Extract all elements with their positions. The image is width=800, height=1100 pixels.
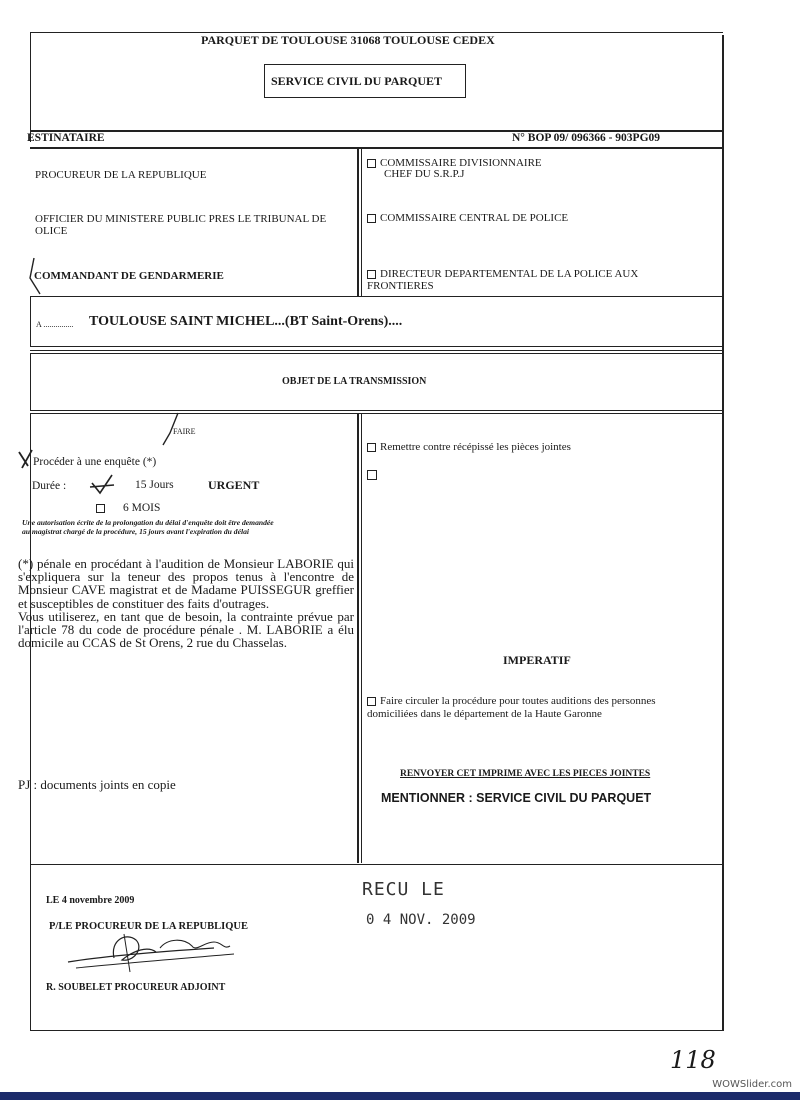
received-stamp-title: RECU LE [362, 879, 445, 900]
received-stamp-date: 0 4 NOV. 2009 [366, 912, 476, 928]
destinataire-header-line [30, 147, 723, 149]
faire-label: FAIRE [173, 427, 196, 436]
dest-chef-srpj: CHEF DU S.R.P.J [384, 168, 465, 180]
delai-note-line2: au magistrat chargé de la procédure, 15 jours avant l'expiration du délai [22, 527, 249, 536]
duree-15-jours: 15 Jours [135, 479, 174, 491]
delai-note-line1: Une autorisation écrite de la prolongation du délai d'enquête doit être demandée [22, 518, 274, 527]
service-box [264, 64, 466, 98]
bottom-bar [0, 1092, 800, 1100]
duree-6-mois: 6 MOIS [96, 502, 160, 514]
page-number: 118 [670, 1046, 716, 1074]
footer-pour-procureur: P/LE PROCUREUR DE LA REPUBLIQUE [49, 921, 248, 932]
dest-commissaire-div: COMMISSAIRE DIVISIONNAIRE [367, 157, 542, 169]
check-mark-icon [88, 473, 116, 495]
destinataire-divider-2 [361, 147, 362, 297]
address-prefix: A ............... [36, 320, 74, 329]
objet-double-line [30, 350, 723, 351]
main-panel-divider-2 [361, 413, 362, 863]
faire-circuler-line1: Faire circuler la procédure pour toutes auditions des personnes [367, 695, 656, 707]
remettre-recepisse: Remettre contre récépissé les pièces jointes [367, 441, 571, 453]
checkbox-icon [367, 270, 376, 279]
address-text: TOULOUSE SAINT MICHEL...(BT Saint-Orens).... [89, 314, 403, 329]
check-mark-icon [26, 256, 42, 296]
service-title: SERVICE CIVIL DU PARQUET [271, 74, 443, 88]
imperatif-label: IMPERATIF [503, 653, 571, 667]
enquete-paragraph-2: Vous utiliserez, en tant que de besoin, la contrainte prévue par l'article 78 du code de procédure pénale . M. LABORIE a élu domicile au CCAS de St Orens, 2 rue du Chasselas. [18, 608, 354, 651]
urgent-label: URGENT [208, 478, 260, 492]
footer-signer: R. SOUBELET PROCUREUR ADJOINT [46, 982, 226, 993]
checkbox-icon [367, 159, 376, 168]
renvoyer-imprime: RENVOYER CET IMPRIME AVEC LES PIECES JOINTES [400, 769, 651, 779]
dest-procureur: PROCUREUR DE LA REPUBLIQUE [35, 169, 207, 181]
destinataire-label: ESTINATAIRE [27, 132, 105, 144]
checkbox-icon [367, 214, 376, 223]
signature-icon [64, 928, 244, 976]
pieces-jointes-note: PJ : documents joints en copie [18, 777, 176, 792]
dest-officier-line2: OLICE [35, 225, 68, 237]
dest-directeur-line2: FRONTIERES [367, 280, 434, 292]
objet-title: OBJET DE LA TRANSMISSION [282, 376, 427, 387]
checkbox-empty [367, 470, 377, 480]
checkbox-icon [367, 443, 376, 452]
dest-gendarmerie: COMMANDANT DE GENDARMERIE [34, 270, 224, 282]
destinataire-divider [357, 147, 359, 297]
frame-left-edge [30, 32, 31, 142]
mentionner-service: MENTIONNER : SERVICE CIVIL DU PARQUET [381, 791, 652, 805]
main-panel-divider [357, 413, 359, 863]
footer-date: LE 4 novembre 2009 [46, 895, 135, 906]
reference-number: N° BOP 09/ 096366 - 903PG09 [512, 132, 661, 144]
duree-label: Durée : [32, 480, 67, 492]
enquete-details [18, 557, 354, 649]
dest-officier-line1: OFFICIER DU MINISTERE PUBLIC PRES LE TRIBUNAL DE [35, 213, 327, 225]
checkbox-icon [367, 697, 376, 706]
dest-directeur-line1: DIRECTEUR DEPARTEMENTAL DE LA POLICE AUX [367, 268, 638, 280]
watermark-text: WOWSlider.com [712, 1079, 792, 1090]
header-title: PARQUET DE TOULOUSE 31068 TOULOUSE CEDEX [201, 33, 495, 47]
proceder-enquete: Procéder à une enquête (*) [33, 456, 157, 468]
enquete-paragraph-1: (*) pénale en procédant à l'audition de Monsieur LABORIE qui s'expliquera sur la teneur des propos tenus à l'encontre de Monsieur CAVE magistrat et de Madame PUISSEGUR greffier et susceptibles de constituer des faits d'outrages. [18, 556, 354, 611]
dest-commissaire-central: COMMISSAIRE CENTRAL DE POLICE [367, 212, 568, 224]
checkbox-icon [96, 504, 105, 513]
faire-circuler-line2: domiciliées dans le département de la Haute Garonne [367, 708, 602, 720]
